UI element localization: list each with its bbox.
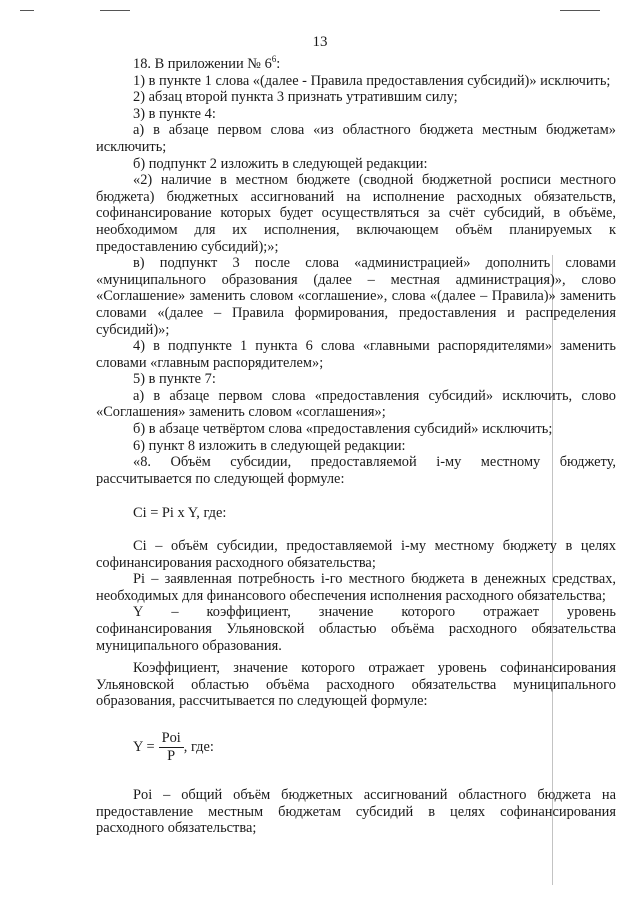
paragraph: 4) в подпункте 1 пункта 6 слова «главными распорядителями» заменить словами «главным распорядителем»;: [96, 338, 616, 371]
paragraph: «8. Объём субсидии, предоставляемой i-му местному бюджету, рассчитывается по следующей формуле:: [96, 454, 616, 487]
fraction: [159, 730, 184, 765]
scan-mark-right: [100, 10, 130, 11]
paragraph: «2) наличие в местном бюджете (сводной бюджетной росписи местного бюджета) бюджетных ассигнований на исполнение расходных обязательств, софинансирование которых будет осуществляться за счёт субсидий, в объёме, необходимом для их исполнения, включающем объём планируемых к предоставлению субсидий);»;: [96, 172, 616, 255]
paragraph: б) в абзаце четвёртом слова «предоставления субсидий» исключить;: [133, 421, 553, 438]
definition-ci: Ci – объём субсидии, предоставляемой i-му местному бюджету в целях софинансирования расходного обязательства;: [96, 538, 616, 571]
paragraph: а) в абзаце первом слова «предоставления субсидий» исключить, слово «Соглашения» заменить словом «соглашения»;: [96, 387, 616, 421]
scan-mark-far: [560, 10, 600, 11]
definition-pi: Pi – заявленная потребность i-го местного бюджета в денежных средствах, необходимых для финансового обеспечения исполнения расходного обязательства;: [96, 571, 616, 604]
paragraph: в) подпункт 3 после слова «администрацией» дополнить словами «муниципального образования (далее – местная администрация)», слово «Соглашение» заменить словом «соглашение», слова «(далее – Правила)» заменить словами «(далее – Правила формирования, предоставления и распределения субсидий)»;: [96, 255, 616, 338]
document-body: [96, 56, 616, 837]
paragraph: 3) в пункте 4:: [133, 105, 216, 122]
paragraph: 1) в пункте 1 слова «(далее - Правила предоставления субсидий)» исключить;: [133, 72, 611, 89]
paragraph: 5) в пункте 7:: [133, 371, 216, 388]
definition-poi: Poi – общий объём бюджетных ассигнований областного бюджета на предоставление местным бюджетам субсидий в целях софинансирования расходного обязательства;: [96, 786, 616, 837]
numerator: Poi: [159, 730, 184, 748]
item-18-heading: 18. В приложении № $6^6$:: [133, 54, 281, 72]
formula-lhs: Y =: [133, 739, 155, 756]
paragraph: 6) пункт 8 изложить в следующей редакции:: [133, 437, 406, 454]
formula-y: [133, 730, 616, 765]
definition-y-rest: софинансирования Ульяновской областью объёма расходного обязательства муниципального образования.: [96, 621, 616, 654]
formula-ci: Ci = Pi x Y, где:: [133, 505, 227, 522]
denominator: P: [167, 747, 176, 764]
paragraph: а) в абзаце первом слова «из областного бюджета местным бюджетам» исключить;: [96, 122, 616, 155]
definition-y-line: Y – коэффициент, значение которого отражает уровень: [133, 604, 616, 621]
paragraph: 2) абзац второй пункта 3 признать утратившим силу;: [133, 89, 458, 106]
coefficient-paragraph: Коэффициент, значение которого отражает уровень софинансирования Ульяновской областью объёма расходного обязательства муниципального образования, рассчитывается по следующей формуле:: [96, 660, 616, 710]
scan-mark-left: [20, 10, 34, 11]
formula-tail: , где:: [183, 739, 214, 756]
paragraph: б) подпункт 2 изложить в следующей редакции:: [133, 155, 428, 172]
page-number: 13: [312, 34, 328, 50]
superscript: 6: [271, 54, 277, 65]
